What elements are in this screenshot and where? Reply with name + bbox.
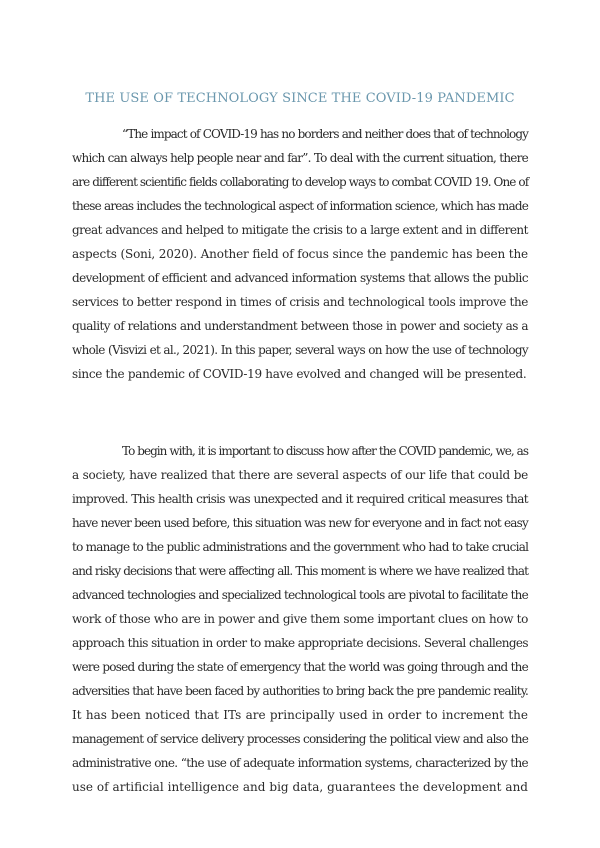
text-line: advanced technologies and specialized technological tools are pivotal to facilitate the [72,588,528,602]
text-line: whole (Visvizi et al., 2021). In this paper, several ways on how the use of technology [72,343,528,357]
text-line: these areas includes the technological aspect of information science, which has made [72,199,528,213]
text-line: use of artificial intelligence and big data, guarantees the development and [72,780,528,794]
text-line: great advances and helped to mitigate the crisis to a large extent and in different [72,223,528,237]
text-line: work of those who are in power and give them some important clues on how to [72,612,528,626]
text-line: development of efficient and advanced information systems that allows the public [72,271,528,285]
text-line: It has been noticed that ITs are principally used in order to increment the [72,708,528,722]
text-line: “The impact of COVID-19 has no borders and neither does that of technology [122,127,528,141]
text-line: services to better respond in times of crisis and technological tools improve the [72,295,528,309]
text-line: have never been used before, this situation was new for everyone and in fact not easy [72,516,528,530]
document-title: THE USE OF TECHNOLOGY SINCE THE COVID-19 PANDEMIC [85,91,515,106]
text-line: aspects (Soni, 2020). Another field of focus since the pandemic has been the [72,247,528,261]
text-line: adversities that have been faced by authorities to bring back the pre pandemic reality. [72,684,528,698]
text-line: to manage to the public administrations and the government who had to take crucial [72,540,529,554]
text-line: To begin with, it is important to discuss how after the COVID pandemic, we, as [122,444,528,458]
text-line: and risky decisions that were affecting all. This moment is where we have realized that [72,564,528,578]
text-line: approach this situation in order to make appropriate decisions. Several challenges [72,636,528,650]
text-line: administrative one. “the use of adequate information systems, characterized by the [72,756,528,770]
text-line: quality of relations and understandment between those in power and society as a [72,319,528,333]
text-line: are different scientific fields collaborating to develop ways to combat COVID 19. One of [72,175,529,189]
text-line: since the pandemic of COVID-19 have evolved and changed will be presented. [72,367,527,381]
text-line: management of service delivery processes considering the political view and also the [72,732,528,746]
text-line: a society, have realized that there are several aspects of our life that could be [72,468,528,482]
text-line: improved. This health crisis was unexpected and it required critical measures that [72,492,528,506]
text-line: were posed during the state of emergency that the world was going through and the [72,660,528,674]
text-line: which can always help people near and far”. To deal with the current situation, there [72,151,528,165]
